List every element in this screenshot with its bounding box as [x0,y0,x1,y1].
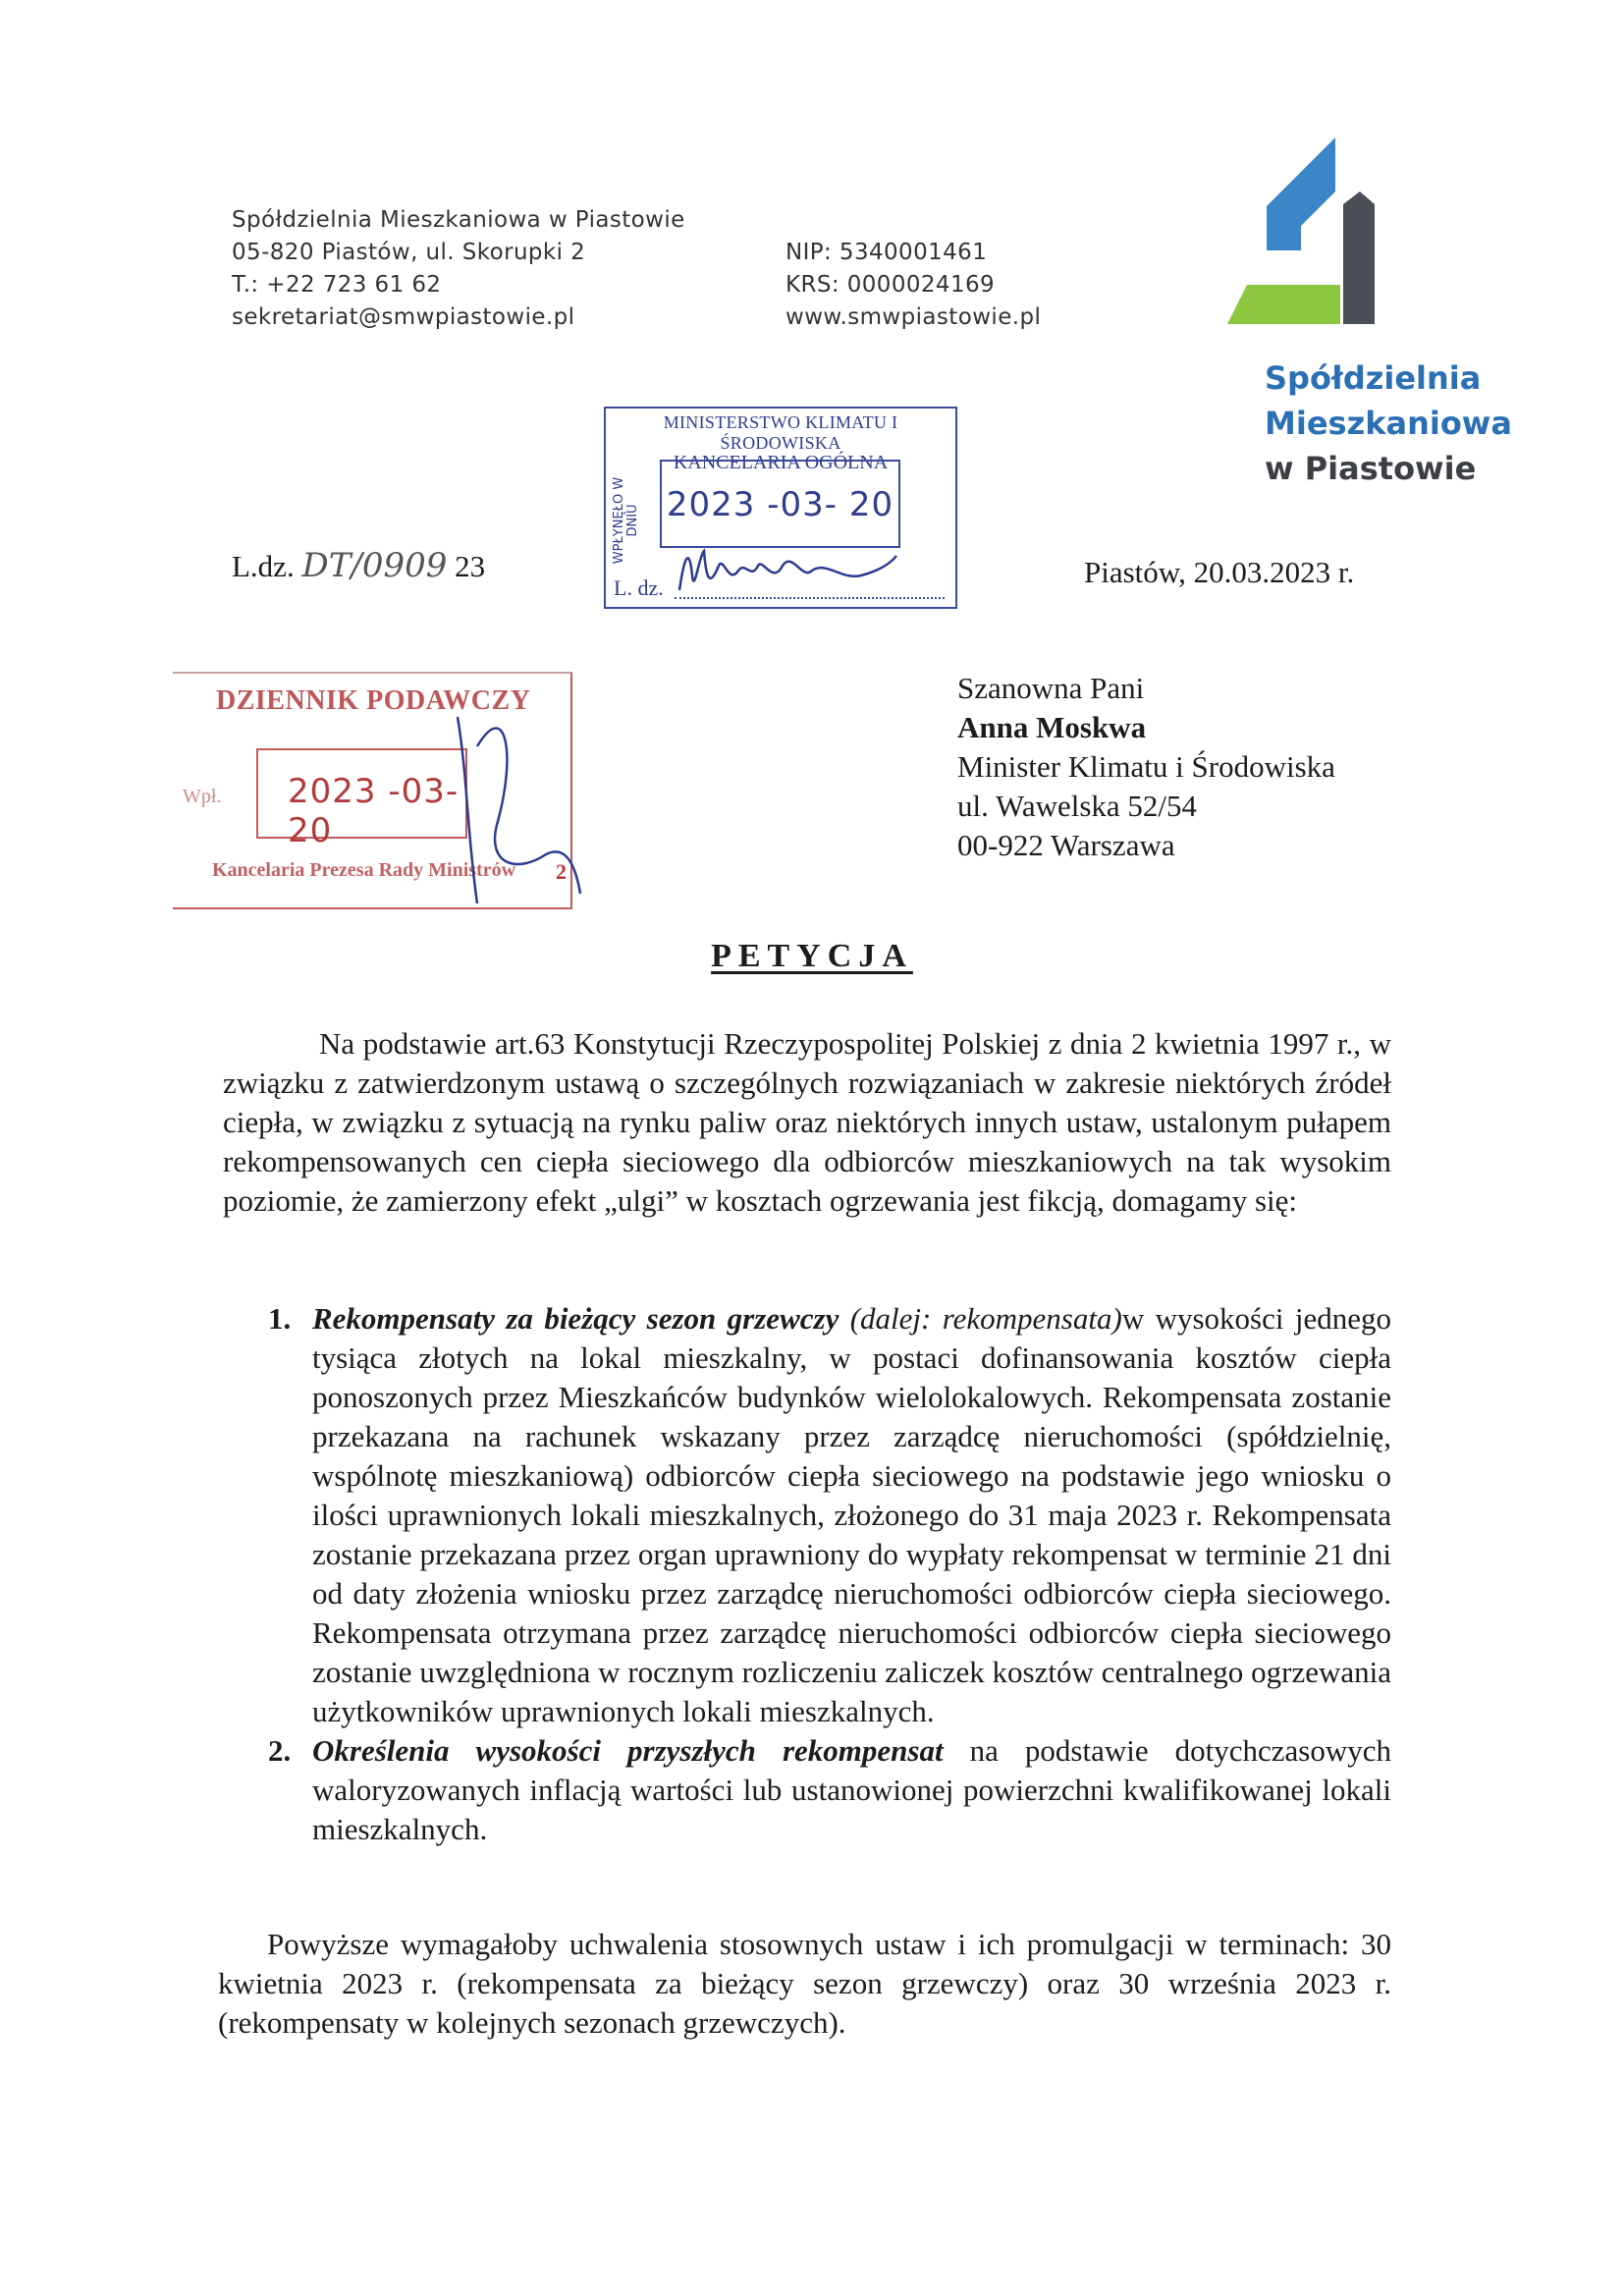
stamp-side-label: WPŁYNĘŁO W DNIU [612,476,640,565]
closing-paragraph: Powyższe wymagałoby uchwalenia stosownych ustaw i ich promulgacji w terminach: 30 kwietnia 2023 r. (rekompensata za bieżący sezon grzewczy) oraz 30 września 2023 r. (rekompensaty w kolejnych sezonach grzewczych). [218,1927,1391,2040]
recipient-position: Minister Klimatu i Środowiska [957,749,1335,784]
place-date: Piastów, 20.03.2023 r. [1084,555,1355,589]
item-bold: Rekompensaty za bieżący sezon grzewczy [312,1301,839,1336]
signature-icon [665,536,900,605]
initials-icon [438,678,585,913]
logo-mark-icon [1227,137,1404,334]
ldz-label: L.dz. [232,549,295,583]
demands-list [268,1299,1391,1849]
logo [1227,137,1404,334]
stamp-date: 2023 -03- 20 [666,485,894,524]
sender-email[interactable]: sekretariat@smwpiastowie.pl [232,304,575,330]
sender-address: 05-820 Piastów, ul. Skorupki 2 [232,240,586,265]
chancellery-date-box [256,748,467,850]
ldz-suffix: 23 [455,549,486,583]
nip: NIP: 5340001461 [785,240,988,265]
item-text: na podstawie dotychczasowych waloryzowanych inflacją wartości lub ustanowionej powierzchni kwalifikowanej lokali mieszkalnych. [312,1733,1391,1846]
item-number: 2. [268,1733,292,1768]
logo-wordmark [1265,355,1579,491]
chancellery-footer: Kancelaria Prezesa Rady Ministrów [212,859,516,881]
ldz-field [232,546,485,585]
chancellery-date: 2023 -03- 20 [288,772,460,850]
item-text: w wysokości jednego tysiąca złotych na lokal mieszkalny, w postaci dofinansowania kosztów ciepła ponoszonych przez Mieszkańców budynków wielolokalowych. Rekompensata zostanie przekazana na rachunek wskazany przez zarządcę nieruchomości (spółdzielnię, wspólnotę mieszkaniową) odbiorców ciepła sieciowego na podstawie jego wniosku o ilości uprawnionych lokali mieszkalnych, złożonego do 31 maja 2023 r. Rekompensata zostanie przekazana przez organ uprawniony do wypłaty rekompensat w terminie 21 dni od daty złożenia wniosku przez zarządcę nieruchomości odbiorców ciepła sieciowego. Rekompensata otrzymana przez zarządcę nieruchomości odbiorców ciepła sieciowego zostanie uwzględniona w rocznym rozliczeniu zaliczek kosztów centralnego ogrzewania użytkowników uprawnionych lokali mieszkalnych. [312,1301,1391,1728]
krs: KRS: 0000024169 [785,272,996,298]
recipient-city: 00-922 Warszawa [957,828,1175,862]
logo-line2: Mieszkaniowa [1265,405,1512,442]
sender-phone: T.: +22 723 61 62 [232,272,442,298]
stamp-line2: KANCELARIA OGÓLNA [673,452,889,473]
chancellery-stamp [173,658,585,918]
item-bold: Określenia wysokości przyszłych rekompensat [312,1733,944,1768]
item-italic: (dalej: rekompensata) [839,1301,1122,1336]
page-title: PETYCJA [711,938,913,974]
recipient-salutation: Szanowna Pani [957,671,1145,705]
intro-paragraph: Na podstawie art.63 Konstytucji Rzeczypospolitej Polskiej z dnia 2 kwietnia 1997 r., w związku z zatwierdzonym ustawą o szczególnych rozwiązaniach w zakresie niektórych źródeł ciepła, w związku z sytuacją na rynku paliw oraz niektórych innych ustaw, ustalonym pułapem rekompensowanych cen ciepła sieciowego dla odbiorców mieszkaniowych na tak wysokim poziomie, że zamierzony efekt „ulgi” w kosztach ogrzewania jest fikcją, domagamy się: [223,1026,1391,1218]
list-item [268,1299,1391,1731]
ministry-stamp [604,407,957,609]
recipient-block [957,669,1448,865]
website[interactable]: www.smwpiastowie.pl [785,304,1042,330]
sender-name: Spółdzielnia Mieszkaniowa w Piastowie [232,207,685,233]
logo-line1: Spółdzielnia [1265,359,1482,397]
item-number: 1. [268,1301,292,1336]
stamp-date-box [660,460,900,548]
stamp-ldz: L. dz. [614,575,664,600]
chancellery-wpl: Wpł. [183,786,222,807]
sender-block [232,204,742,334]
recipient-street: ul. Wawelska 52/54 [957,789,1198,823]
chancellery-number: 2 [556,859,567,884]
chancellery-title: DZIENNIK PODAWCZY [216,685,531,716]
ldz-handwritten: DT/0909 [301,546,448,585]
recipient-name: Anna Moskwa [957,710,1147,744]
logo-line3: w Piastowie [1265,450,1477,487]
stamp-line1: MINISTERSTWO KLIMATU I ŚRODOWISKA [663,412,898,453]
list-item [268,1731,1391,1849]
registry-block [785,237,1080,334]
